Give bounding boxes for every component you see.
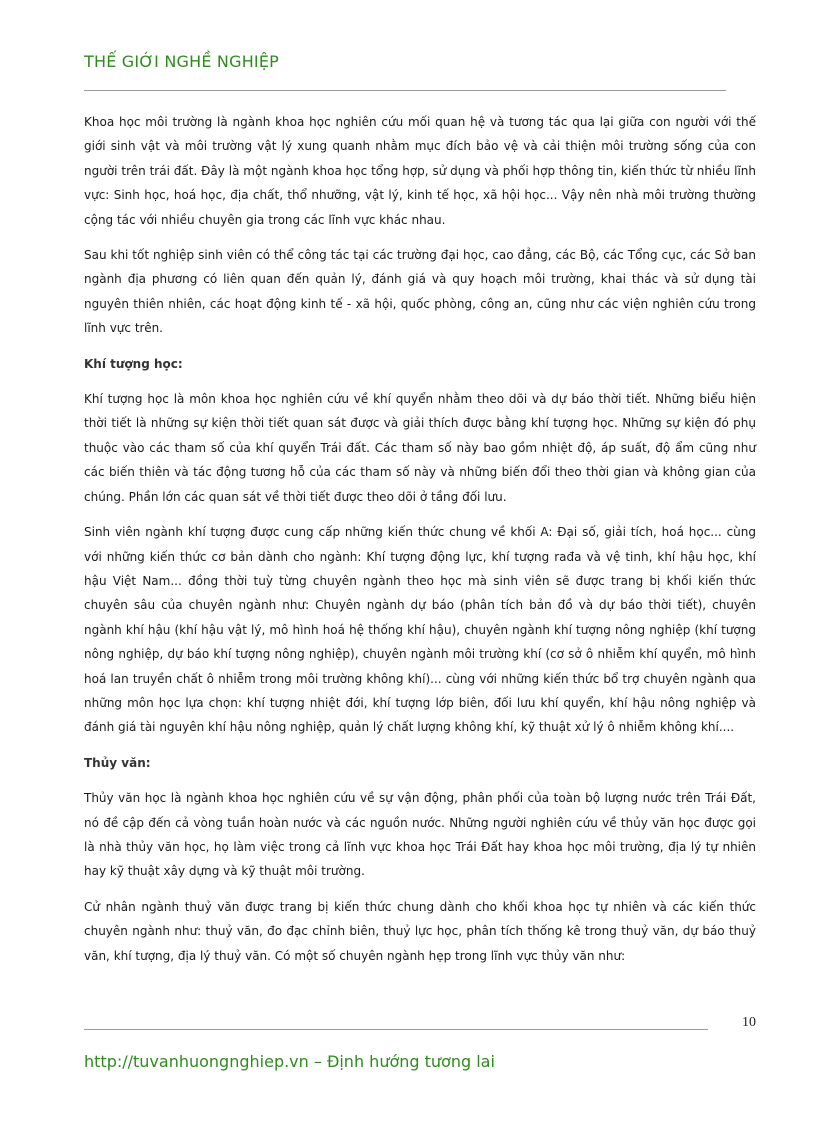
page-number: 10	[742, 1015, 756, 1030]
page-header-title: THẾ GIỚI NGHỀ NGHIỆP	[84, 52, 279, 71]
paragraph-meteorology-curriculum: Sinh viên ngành khí tượng được cung cấp những kiến thức chung về khối A: Đại số, giải tích, hoá học... cùng với những kiến thức cơ bản dành cho ngành: Khí tượng động lực, khí tượng rađa và vệ tinh, khí hậu học, khí hậu Việt Nam... đồng thời tuỳ từng chuyên ngành theo học mà sinh viên sẽ được trang bị khối kiến thức chuyên sâu của chuyên ngành như: Chuyên ngành dự báo (phân tích bản đồ và dự báo thời tiết), chuyên ngành khí hậu (khí hậu vật lý, mô hình hoá hệ thống khí hậu), chuyên ngành khí tượng nông nghiệp (khí tượng nông nghiệp, dự báo khí tượng nông nghiệp), chuyên ngành môi trường khí (cơ sở ô nhiễm khí quyển, mô hình hoá lan truyền chất ô nhiễm trong môi trường không khí)... cùng với những kiến thức bổ trợ chuyên ngành qua những môn học lựa chọn: khí tượng nhiệt đới, khí tượng lớp biên, đối lưu khí quyển, khí hậu nông nghiệp và đánh giá tài nguyên khí hậu nông nghiệp, quản lý chất lượng không khí, kỹ thuật xử lý ô nhiễm không khí....	[84, 525, 756, 735]
paragraph-career-prospects: Sau khi tốt nghiệp sinh viên có thể công tác tại các trường đại học, cao đẳng, các Bộ, các Tổng cục, các Sở ban ngành địa phương có liên quan đến quản lý, đánh giá và quy hoạch môi trường, khai thác và sử dụng tài nguyên thiên nhiên, các hoạt động kinh tế - xã hội, quốc phòng, công an, cũng như các viện nghiên cứu trong lĩnh vực trên.	[84, 248, 756, 336]
paragraph-hydrology-curriculum: Cử nhân ngành thuỷ văn được trang bị kiến thức chung dành cho khối khoa học tự nhiên và các kiến thức chuyên ngành như: thuỷ văn, đo đạc chỉnh biên, thuỷ lực học, phân tích thống kê trong thuỷ văn, dự báo thuỷ văn, khí tượng, địa lý thuỷ văn. Có một số chuyên ngành hẹp trong lĩnh vực thủy văn như:	[84, 899, 756, 963]
paragraph-meteorology-definition: Khí tượng học là môn khoa học nghiên cứu về khí quyển nhằm theo dõi và dự báo thời tiết. Những biểu hiện thời tiết là những sự kiện thời tiết quan sát được và giải thích được bằng khí tượng học. Những sự kiện đó phụ thuộc vào các tham số của khí quyển Trái đất. Các tham số này bao gồm nhiệt độ, áp suất, độ ẩm cũng như các biến thiên và tác động tương hỗ của các tham số này và những biến đổi theo thời gian và không gian của chúng. Phần lớn các quan sát về thời tiết được theo dõi ở tầng đối lưu.	[84, 392, 756, 504]
footer-divider	[84, 1029, 708, 1030]
paragraph-hydrology-definition: Thủy văn học là ngành khoa học nghiên cứu về sự vận động, phân phối của toàn bộ lượng nước trên Trái Đất, nó đề cập đến cả vòng tuần hoàn nước và các nguồn nước. Những người nghiên cứu về thủy văn học được gọi là nhà thủy văn học, họ làm việc trong cả lĩnh vực khoa học Trái Đất hay khoa học môi trường, địa lý tự nhiên hay kỹ thuật xây dựng và kỹ thuật môi trường.	[84, 791, 756, 879]
heading-meteorology: Khí tượng học:	[84, 356, 183, 371]
footer-website-link[interactable]: http://tuvanhuongnghiep.vn – Định hướng tương lai	[84, 1052, 495, 1071]
heading-hydrology: Thủy văn:	[84, 755, 151, 770]
document-body	[84, 110, 756, 979]
header-divider	[84, 90, 726, 91]
paragraph-environmental-science: Khoa học môi trường là ngành khoa học nghiên cứu mối quan hệ và tương tác qua lại giữa con người với thế giới sinh vật và môi trường vật lý xung quanh nhằm mục đích bảo vệ và cải thiện môi trường sống của con người trên trái đất. Đây là một ngành khoa học tổng hợp, sử dụng và phối hợp thông tin, kiến thức từ nhiều lĩnh vực: Sinh học, hoá học, địa chất, thổ nhưỡng, vật lý, kinh tế học, xã hội học... Vậy nên nhà môi trường thường cộng tác với nhiều chuyên gia trong các lĩnh vực khác nhau.	[84, 115, 756, 227]
